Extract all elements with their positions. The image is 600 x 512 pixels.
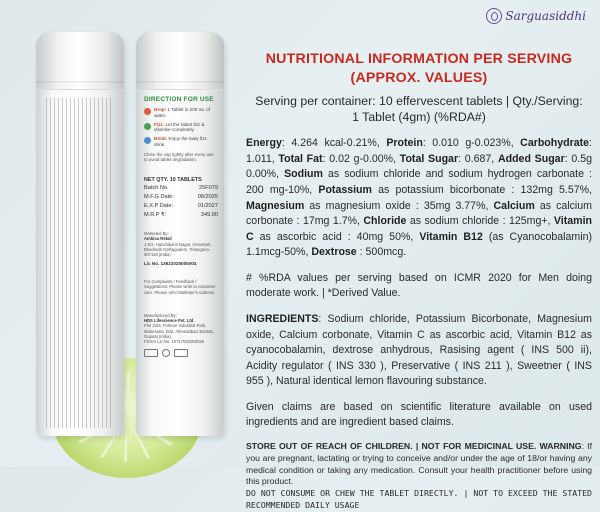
ingredients: INGREDIENTS: Sodium chloride, Potassium Bicorbonate, Magnesium oxide, Calcium corbonate, Vitamin C as ascorbic acid, Vitamin B12 as cyanocobalamin, dextrose anhydrous, Rasising agent ( INS 500 ii), Acidity regulator ( INS 330 ), Preservative ( INS 211 ), Sweetner ( INS 955 ), Natural identical lemon flavouring substance.: [246, 312, 592, 388]
batch-row: M.R.P ₹: 349.00: [144, 212, 218, 219]
tube-cap: [136, 32, 224, 90]
product-image: [0, 0, 240, 467]
batch-row: E.X.P Date: 01/2027: [144, 203, 218, 210]
nutrient-value: : 4.264 kcal-0.21%,: [281, 137, 387, 150]
fizz-icon: [144, 123, 151, 130]
net-quantity: NET QTY. 10 TABLETS: [144, 176, 202, 183]
batch-info: [144, 177, 218, 220]
nutrient-name: Dextrose: [311, 246, 357, 259]
brand-logo-icon: [486, 8, 502, 24]
nutrient-name: Chloride: [363, 215, 407, 228]
direction-title: DIRECTION FOR USE: [144, 96, 214, 103]
nutrition-panel: [246, 50, 592, 512]
nutrient-name: Carbohydrate: [520, 137, 590, 150]
serving-info: Serving per container: 10 effervescent tablets | Qty./Serving: 1 Tablet (4gm) (%RDA#): [255, 94, 583, 125]
nutrient-value: as sodium chloride and sodium hydrogen carbonate : 200 mg-10%,: [246, 168, 592, 196]
nutrient-name: Potassium: [318, 184, 372, 196]
nutrient-value: (as Cyanocobalamin) 1.1mcg-50%,: [246, 230, 593, 259]
batch-row: M.F.G Date: 08/2025: [144, 194, 218, 201]
license-number: Lic No. 13622025000004: [144, 261, 197, 267]
brand-name: Sarguasiddhi: [505, 9, 586, 23]
recycle-icon: [144, 349, 158, 357]
nutrient-value: as magnesium oxide : 35mg 3.77%,: [304, 199, 494, 212]
marketed-by: Marketed By: Ambica Retail 1-5/2, Hanchikanti Nagar, Ameerpet, Bhadradri Kothagudem, Telangana-507118 (India): [144, 231, 212, 258]
nutrient-name: Protein: [386, 137, 423, 150]
nutrient-name: Total Sugar: [399, 152, 459, 165]
nutrient-name: Added Sugar: [497, 152, 565, 165]
nutrient-value: : 0.02 g-0.00%,: [322, 152, 400, 165]
nutrient-name: Vitamin C: [246, 215, 592, 243]
nutrient-name: Calcium: [493, 199, 535, 212]
nutrient-value: as calcium corbonate : 17mg 1.7%,: [246, 199, 593, 228]
claims-note: Given claims are based on scientific literature available on used ingredients and are ingredient based claims.: [246, 400, 592, 429]
nutrient-name: Vitamin B12: [419, 230, 483, 243]
fda-icon: [174, 349, 188, 357]
tube-back-view: [36, 32, 124, 436]
page-title: NUTRITIONAL INFORMATION PER SERVING (APPROX. VALUES): [265, 51, 573, 87]
nutrient-value: as sodium chloride : 125mg+,: [406, 215, 554, 228]
nutrient-name: Sodium: [284, 168, 323, 181]
nutrient-value: : 0.010 g-0.023%,: [422, 137, 521, 150]
usage-warning: DO NOT CONSUME OR CHEW THE TABLET DIRECTLY. | NOT TO EXCEED THE STATED RECOMMENDED DAILY USAGE: [246, 488, 592, 511]
tube-label-panel: [144, 96, 218, 357]
complaints-note: For Complaints / Feedback / Suggestions: Please write to customer care. Please refer Marketer's Address.: [144, 279, 216, 295]
nutrient-value: as potassium bicorbonate : 132mg 5.57%,: [371, 184, 593, 196]
direction-step: Drink: Enjoy the tasty fizz drink.: [144, 136, 218, 147]
nutrient-value: : 500mcg.: [356, 246, 407, 259]
ingredients-label: INGREDIENTS: [246, 312, 319, 325]
warning-text: STORE OUT OF REACH OF CHILDREN. | NOT FOR MEDICINAL USE. WARNING: If you are pregnant, lactating or trying to conceive and/or under the age of 18/or having any medical condition or taking any medication. Consult your health practitioner before using this product. DO NOT CONSUME OR CHEW THE TABLET DIRECTLY. | NOT TO EXCEED THE STATED RECOMMENDED DAILY USAGE: [246, 440, 592, 511]
manufactured-by: Manufactured By: HDS Lifescience Pvt. Ltd Plot 22/3, Fortune Industrial Park, Mahesana, Dist. Ahmedabad 382481, Gujarat (India) FSSAI Lic No. 10717022000028: [144, 312, 215, 345]
direction-step: Fizz: Let the tablet fizz & dissolve completely.: [144, 122, 218, 133]
nutrition-facts: [246, 136, 592, 261]
nutrient-name: Energy: [246, 137, 282, 150]
certification-logos: [144, 349, 218, 357]
tube-fine-print: [46, 98, 114, 428]
nutrient-name: Total Fat: [278, 152, 323, 165]
drop-icon: [144, 108, 151, 115]
nutrient-name: Magnesium: [246, 199, 305, 212]
direction-step: Drop: 1 Tablet in 200 mL of water.: [144, 107, 218, 118]
brand-logo: [486, 8, 586, 24]
nutrient-value: : 0.5g 0.00%,: [246, 152, 593, 181]
rda-note: # %RDA values per serving based on ICMR 2020 for Men doing moderate work. | *Derived Value.: [246, 271, 592, 300]
tube-front-view: [136, 32, 224, 436]
batch-row: Batch No. 25F079: [144, 185, 218, 192]
nutrient-value: : 0.687,: [458, 152, 498, 165]
tube-cap: [36, 32, 124, 90]
drink-icon: [144, 137, 151, 144]
direction-note: Close the cap tightly after every use to avoid tablet degradation.: [144, 151, 214, 163]
nutrient-value: as ascorbic acid : 40mg 50%,: [253, 230, 420, 243]
veg-icon: [162, 349, 170, 357]
nutrient-value: : 1.011,: [246, 137, 592, 165]
